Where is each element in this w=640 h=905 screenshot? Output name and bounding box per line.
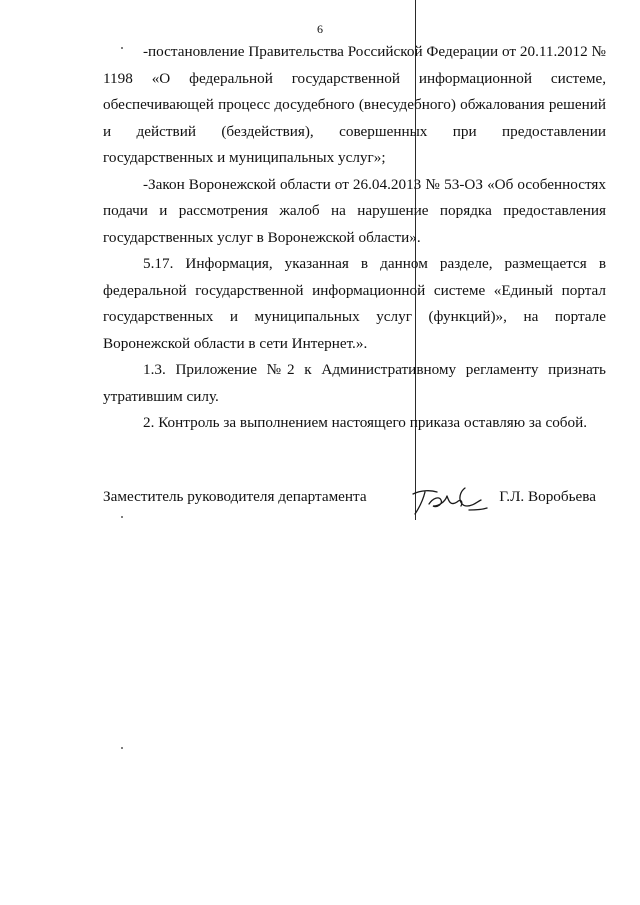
signature-block (103, 484, 606, 518)
paragraph-2-control: 2. Контроль за выполнением настоящего приказа оставляю за собой. (143, 414, 588, 431)
paragraph-1-3: 1.3. Приложение №2 к Административному регламенту признать утратившим силу. (103, 361, 606, 405)
scan-artifact-dot (121, 747, 123, 749)
handwritten-signature-icon (407, 484, 497, 518)
signatory-position: Заместитель руководителя департамента (103, 488, 367, 505)
paragraph-law: -Закон Воронежской области от 26.04.2013 № 53-ОЗ «Об особенностях подачи и рассмотрения жалоб на нарушение порядка предоставления государственных услуг в Воронежской области». (103, 175, 606, 246)
page-number: 6 (317, 22, 323, 36)
paragraph-decree: -постановление Правительства Российской Федерации от 20.11.2012 № 1198 «О федеральной государственной информационной системе, обеспечивающей процесс досудебного (внесудебного) обжалования решений и действий (бездействия), совершенных при предоставлении государственных и муниципальных услуг»; (103, 43, 606, 166)
signatory-name: Г.Л. Воробьева (499, 488, 596, 505)
document-body (103, 39, 606, 437)
paragraph-5-17: 5.17. Информация, указанная в данном разделе, размещается в федеральной государственной информационной системе «Единый портал государственных и муниципальных услуг (функций)», на портале Воронежской области в сети Интернет.». (103, 255, 606, 352)
